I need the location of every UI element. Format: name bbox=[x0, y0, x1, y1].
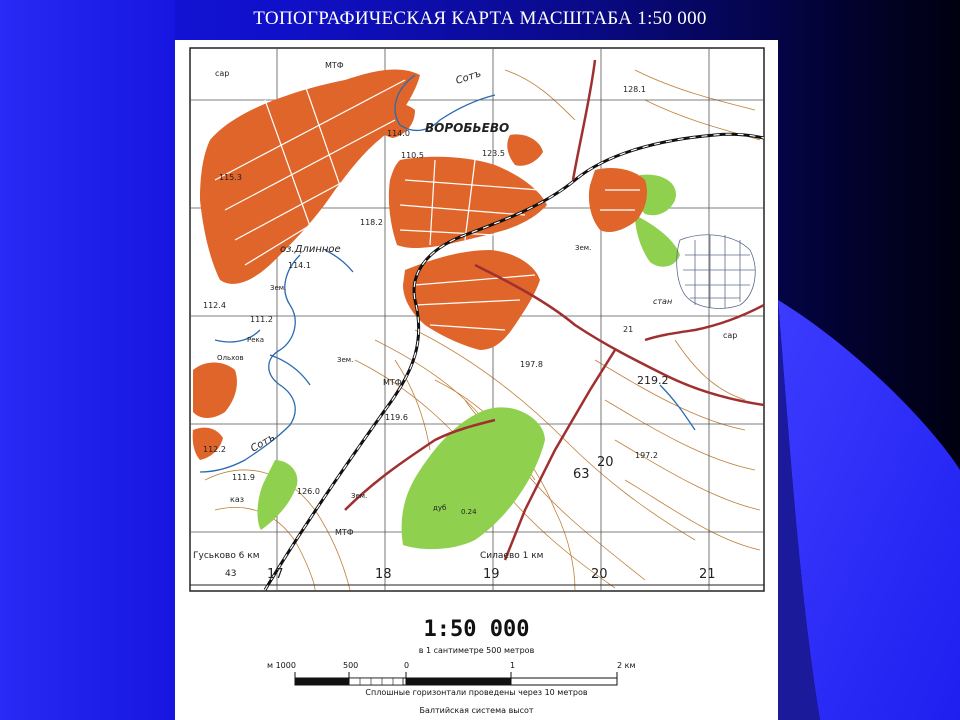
scale-mark-0: 0 bbox=[404, 661, 410, 670]
scale-mark-1: 1 bbox=[510, 661, 516, 670]
grid-label: 21 bbox=[699, 567, 716, 582]
label-zem-2: Зем. bbox=[337, 356, 354, 364]
spot-height: 219.2 bbox=[637, 374, 669, 387]
label-sot-top: Сотъ bbox=[454, 68, 483, 87]
grid-number: 63 bbox=[573, 467, 590, 482]
forest-label: 0.24 bbox=[461, 508, 477, 516]
label-rechka: Река bbox=[247, 336, 265, 344]
edge-text-left: Гуськово 6 км bbox=[193, 551, 260, 561]
grid-label: 20 bbox=[591, 567, 608, 582]
scale-bar bbox=[295, 672, 617, 685]
spot-height: 119.6 bbox=[385, 413, 408, 422]
spot-height: 123.5 bbox=[482, 149, 505, 158]
spot-height: 115.3 bbox=[219, 173, 242, 182]
spot-height: 111.9 bbox=[232, 473, 255, 482]
spot-height: 112.4 bbox=[203, 301, 226, 310]
grid-label: 17 bbox=[267, 567, 284, 582]
label-olkhov: Ольхов bbox=[217, 354, 244, 362]
map-sheet bbox=[175, 40, 778, 720]
grid-label: 18 bbox=[375, 567, 392, 582]
label-sot-bottom: Сотъ bbox=[249, 432, 278, 455]
label-vorobievo: ВОРОБЬЕВО bbox=[425, 121, 510, 135]
spot-height: 114.1 bbox=[288, 261, 311, 270]
scale-mark-2km: 2 км bbox=[617, 661, 636, 670]
spot-height: 114.0 bbox=[387, 129, 410, 138]
scale-mark-1000: м 1000 bbox=[267, 661, 296, 670]
label-sar-right: сар bbox=[723, 331, 738, 340]
spot-height: 126.0 bbox=[297, 487, 320, 496]
spot-height: 112.2 bbox=[203, 445, 226, 454]
label-lake: оз.Длинное bbox=[280, 244, 341, 255]
scale-note: в 1 сантиметре 500 метров bbox=[418, 646, 535, 655]
spot-height: 197.8 bbox=[520, 360, 543, 369]
label-zem-4: Зем. bbox=[351, 492, 368, 500]
forest-label: дуб bbox=[433, 504, 447, 512]
height-system: Балтийская система высот bbox=[419, 706, 534, 715]
grid-label: 43 bbox=[225, 569, 237, 579]
spot-height: 118.2 bbox=[360, 218, 383, 227]
label-stan: стан bbox=[653, 297, 673, 306]
contour-note: Сплошные горизонтали проведены через 10 метров bbox=[365, 688, 588, 697]
spot-height: 111.2 bbox=[250, 315, 273, 324]
label-mtf-middle: МТФ bbox=[383, 378, 402, 387]
edge-text-right: Силаево 1 км bbox=[480, 551, 544, 561]
spot-height: 197.2 bbox=[635, 451, 658, 460]
slide-title: ТОПОГРАФИЧЕСКАЯ КАРТА МАСШТАБА 1:50 000 bbox=[253, 8, 707, 29]
grid-label: 19 bbox=[483, 567, 500, 582]
label-sar-top: сар bbox=[215, 69, 230, 78]
spot-height: 110.5 bbox=[401, 151, 424, 160]
label-mtf-top: МТФ bbox=[325, 61, 344, 70]
grid-number: 21 bbox=[623, 325, 634, 334]
label-zem-1: Зем. bbox=[270, 284, 287, 292]
label-kaz: каз bbox=[230, 495, 244, 504]
label-zem-3: Зем. bbox=[575, 244, 592, 252]
scale-mark-500: 500 bbox=[343, 661, 359, 670]
grid-number: 20 bbox=[597, 455, 614, 470]
scale-ratio: 1:50 000 bbox=[423, 617, 530, 642]
spot-height: 128.1 bbox=[623, 85, 646, 94]
label-mtf-bottom: МТФ bbox=[335, 528, 354, 537]
